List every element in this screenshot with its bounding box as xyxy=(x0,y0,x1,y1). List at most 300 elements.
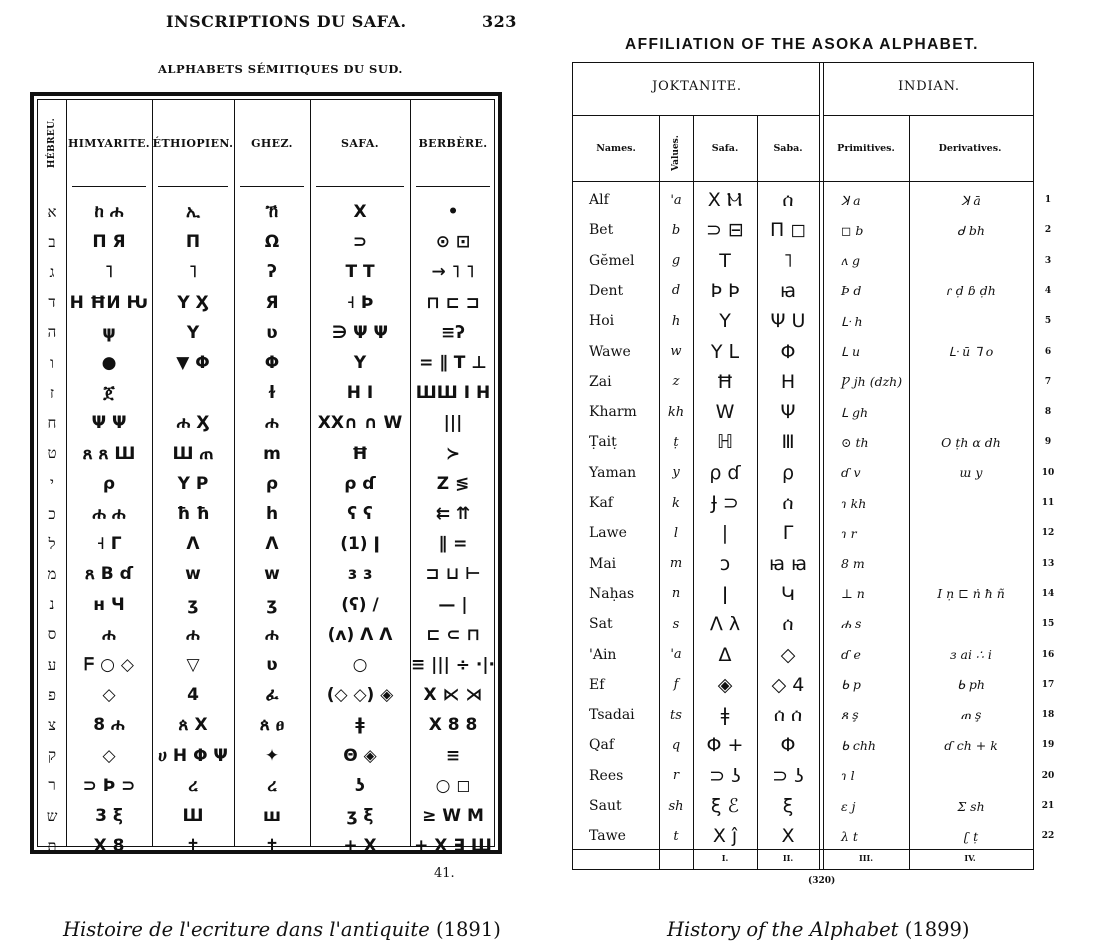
right-cell-name: Kaf xyxy=(589,495,613,511)
right-cell-deriv: ɾ ḍ ɓ ḍh xyxy=(946,283,996,299)
left-cell-hebreu: ש xyxy=(46,806,58,825)
right-cell-name: 'Ain xyxy=(589,646,617,663)
right-cell-prim: ɿ kh xyxy=(841,495,867,511)
left-cell-berbere: X 8 8 xyxy=(428,715,478,736)
left-cell-ghez: ш xyxy=(262,806,282,826)
left-cell-himyarite: П Я xyxy=(92,232,126,253)
right-cell-safa: Y xyxy=(719,310,731,333)
right-cell-num: 10 xyxy=(1041,467,1055,478)
right-cell-saba: ◇ 4 xyxy=(771,673,805,696)
right-cell-prim: ጸ ş xyxy=(841,707,859,723)
left-subtitle: ALPHABETS SÉMITIQUES DU SUD. xyxy=(158,62,403,76)
left-cell-ethiopien: П xyxy=(185,232,201,253)
left-cell-ghez: Я xyxy=(265,292,279,313)
left-page-number: 323 xyxy=(482,12,517,31)
right-cell-deriv: ጠ ş xyxy=(960,707,982,723)
right-cell-value: m xyxy=(669,556,683,572)
right-cell-prim: ᑲ chh xyxy=(841,737,876,753)
right-cell-num: 18 xyxy=(1041,710,1055,721)
right-cell-safa: ℍ xyxy=(716,431,734,454)
right-cell-saba: ◇ xyxy=(780,643,796,666)
right-cell-safa: Þ Þ xyxy=(710,279,740,302)
right-cell-value: r xyxy=(672,768,680,784)
left-cell-himyarite: ρ xyxy=(102,473,116,494)
joktanite-underline xyxy=(573,115,819,116)
left-cell-berbere: ⊏ ⊂ ⊓ xyxy=(426,624,480,645)
right-cell-name: Ef xyxy=(589,676,605,693)
left-caption-title: Histoire de l'ecriture dans l'antiquite xyxy=(63,918,430,941)
right-cell-value: b xyxy=(671,222,681,238)
left-cell-berbere: ||| xyxy=(443,413,463,434)
right-cell-safa: Λ λ xyxy=(709,613,741,636)
right-cell-deriv: ɯ y xyxy=(959,465,983,481)
left-cell-safa: (1) ǀ xyxy=(340,534,380,555)
right-cell-prim: ⊙ th xyxy=(841,434,869,450)
left-col-header-label: HÉBREU. xyxy=(47,117,58,169)
left-cell-ethiopien: Y P xyxy=(177,473,209,494)
left-cell-ethiopien: ሀ H Φ Ψ xyxy=(158,745,228,766)
right-cell-deriv: ʗ ṭ xyxy=(963,828,979,844)
left-cell-ethiopien: ħ ħ xyxy=(176,504,210,524)
left-header-underline xyxy=(72,186,146,187)
right-cell-name: Saut xyxy=(589,798,622,814)
left-cell-berbere: ≥ W M xyxy=(422,806,484,826)
left-cell-ghez: ʋ xyxy=(266,655,278,675)
right-cell-prim: ᒷ h xyxy=(841,313,863,329)
left-cell-safa: ρ ɗ xyxy=(344,473,376,494)
group-divider xyxy=(819,63,820,869)
right-cell-num: 4 xyxy=(1044,285,1052,296)
right-cell-name: Ṭaiṭ xyxy=(589,434,617,451)
right-cell-prim: ⊥ n xyxy=(841,586,865,602)
left-cell-berbere: ⊐ ⊔ ⊢ xyxy=(425,564,481,585)
right-cell-value: 'a xyxy=(670,192,682,208)
right-cell-value: 'a xyxy=(670,647,682,662)
right-cell-saba: ꙗ xyxy=(779,279,796,302)
right-cell-safa: Φ + xyxy=(706,734,744,757)
left-cell-himyarite: ⊃ Þ ⊃ xyxy=(82,775,136,796)
left-cell-ghez: ረ xyxy=(267,775,277,796)
right-cell-name: Hoi xyxy=(589,313,615,330)
right-cell-deriv: ɜ ai ∴ i xyxy=(950,647,992,662)
col-header-underline xyxy=(573,181,1033,182)
left-cell-safa: XX∩ ∩ W xyxy=(317,413,403,434)
left-cell-berbere: • xyxy=(447,202,459,222)
left-cell-hebreu: ר xyxy=(48,776,56,795)
right-cell-prim: Þ d xyxy=(841,283,862,299)
right-cell-safa: X ĵ xyxy=(712,825,738,848)
right-cell-name: Qaf xyxy=(589,737,615,754)
left-cell-himyarite: 8 ሐ xyxy=(93,715,125,736)
left-cell-himyarite: ˥ xyxy=(104,262,114,283)
left-cell-ghez: ጰ ፀ xyxy=(259,715,285,736)
left-cell-ethiopien: ▼ Φ xyxy=(176,353,210,373)
left-cell-safa: (ʌ) Λ Λ xyxy=(327,624,393,645)
left-cell-berbere: ≡ʔ xyxy=(441,322,465,343)
roman-4: IV. xyxy=(964,853,976,863)
right-cell-name: Tawe xyxy=(589,828,626,845)
right-cell-deriv xyxy=(909,609,1033,639)
left-cell-ghez: ʔ xyxy=(267,262,277,283)
right-cell-prim: ε j xyxy=(841,798,856,814)
right-cell-safa: Ɉ ⊃ xyxy=(711,492,739,514)
right-cell-saba: H xyxy=(780,370,796,393)
right-cell-safa: X Ⲙ xyxy=(707,189,743,211)
right-cell-num: 17 xyxy=(1041,679,1055,690)
left-alphabet-table xyxy=(30,92,502,857)
left-cell-hebreu: ת xyxy=(47,836,57,855)
left-cell-himyarite: ᖴ ○ ◇ xyxy=(84,655,134,675)
left-cell-berbere: Z ≶ xyxy=(436,473,470,494)
roman-2: II. xyxy=(782,853,794,863)
right-cell-num: 15 xyxy=(1041,619,1055,630)
left-cell-safa: ˧ Þ xyxy=(346,292,374,313)
left-cell-himyarite: ʜ Ч xyxy=(93,594,125,615)
right-cell-num: 9 xyxy=(1044,437,1052,448)
left-cell-ghez: ሐ xyxy=(265,624,279,645)
right-cell-prim: ᒪ u xyxy=(841,344,860,359)
left-cell-ethiopien xyxy=(152,377,234,409)
right-cell-num: 8 xyxy=(1044,407,1052,418)
left-cell-hebreu: ד xyxy=(48,293,56,312)
right-cell-num: 2 xyxy=(1044,225,1052,236)
right-affiliation-table xyxy=(572,62,1055,870)
left-cell-safa: (ʕ) / xyxy=(341,594,379,615)
right-cell-saba: ξ xyxy=(782,795,794,817)
left-cell-berbere: ⇇ ⇈ xyxy=(435,504,471,524)
left-cell-ethiopien: ጰ X xyxy=(178,715,208,736)
right-cell-value: sh xyxy=(668,798,684,814)
left-cell-safa: ɜ ɜ xyxy=(347,564,373,585)
right-cell-saba: X xyxy=(781,825,795,848)
right-cell-saba: Π ◻ xyxy=(769,219,807,242)
left-cell-ethiopien: 4 xyxy=(187,685,199,706)
right-cell-num: 16 xyxy=(1041,649,1055,660)
right-cell-num: 19 xyxy=(1041,740,1055,751)
left-col-header-safa xyxy=(310,100,410,186)
right-cell-value: z xyxy=(672,374,680,390)
left-cell-safa: + X xyxy=(343,836,377,857)
right-cell-name: Sat xyxy=(589,616,613,633)
left-col-header-label: ÉTHIOPIEN. xyxy=(152,136,234,150)
right-cell-value: t xyxy=(673,828,679,844)
right-cell-num: 1 xyxy=(1044,195,1052,205)
left-cell-himyarite: 3 ξ xyxy=(95,806,123,826)
group-joktanite: JOKTANITE. xyxy=(652,79,742,94)
left-col-header-label: HIMYARITE. xyxy=(67,136,151,150)
right-title: AFFILIATION OF THE ASOKA ALPHABET. xyxy=(625,36,979,53)
left-cell-berbere: ШШ I H xyxy=(415,383,491,404)
left-cell-hebreu: ו xyxy=(50,353,54,372)
col-values: Values. xyxy=(671,135,681,171)
right-cell-saba: ሰ xyxy=(782,492,794,514)
right-cell-saba: ˥ xyxy=(783,249,793,272)
right-cell-prim: ሐ s xyxy=(841,616,862,632)
right-caption-title: History of the Alphabet xyxy=(667,918,899,941)
right-cell-name: Rees xyxy=(589,767,624,784)
left-col-header-ethiopien xyxy=(152,100,234,186)
left-header-underline xyxy=(158,186,228,187)
right-cell-deriv: ᒷ ū ᒣ o xyxy=(948,344,994,359)
left-col-header-berbere xyxy=(410,100,496,186)
right-cell-deriv xyxy=(909,761,1033,791)
left-cell-ghez: ʒ xyxy=(266,594,278,615)
left-cell-hebreu: ג xyxy=(49,262,55,281)
left-cell-safa: ǂ xyxy=(355,715,365,736)
right-cell-deriv xyxy=(909,397,1033,427)
right-cell-num: 13 xyxy=(1041,558,1055,569)
left-cell-berbere: ⊓ ⊏ ⊐ xyxy=(426,292,480,313)
left-cell-safa: ʒ ξ xyxy=(346,806,374,826)
right-cell-saba: Φ xyxy=(780,340,796,363)
right-cell-saba: ꙗ ꙗ xyxy=(768,552,808,575)
right-caption xyxy=(667,918,970,941)
right-cell-safa: Δ xyxy=(718,643,732,666)
right-cell-safa: ⊃ ⊟ xyxy=(706,219,744,242)
right-cell-saba: Γ xyxy=(782,522,794,545)
right-cell-safa: W xyxy=(715,401,735,424)
left-cell-ethiopien: ᴡ xyxy=(185,564,201,585)
right-cell-name: Yaman xyxy=(589,464,637,481)
left-cell-safa: H I xyxy=(346,383,374,404)
right-cell-saba: Ψ U xyxy=(770,310,806,333)
left-cell-himyarite: Ψ Ψ xyxy=(91,413,127,434)
left-cell-himyarite: ● xyxy=(101,353,117,373)
left-cell-hebreu: ק xyxy=(47,746,57,765)
right-cell-num: 14 xyxy=(1041,588,1055,599)
right-cell-safa: Y ᒪ xyxy=(710,340,740,363)
left-cell-hebreu: ח xyxy=(47,413,57,432)
left-cell-hebreu: מ xyxy=(47,564,57,583)
left-cell-hebreu: נ xyxy=(49,595,55,614)
right-cell-num: 3 xyxy=(1044,255,1052,266)
roman-1: I. xyxy=(721,853,729,863)
right-cell-value: kh xyxy=(667,404,685,420)
right-cell-name: Bet xyxy=(589,222,614,239)
left-cell-ghez: Λ xyxy=(265,534,279,555)
right-cell-num: 12 xyxy=(1041,528,1055,539)
right-cell-value: g xyxy=(671,253,681,269)
left-cell-safa: ⊃ xyxy=(352,232,368,253)
left-cell-berbere: = ∥ T ⊥ xyxy=(419,353,487,373)
right-cell-prim: ɿ l xyxy=(841,768,855,784)
left-cell-himyarite: ጸ ጸ Ш xyxy=(82,443,136,464)
left-header-underline xyxy=(316,186,404,187)
right-cell-num: 22 xyxy=(1041,831,1055,842)
right-cell-saba: Կ xyxy=(781,582,795,605)
right-cell-value: h xyxy=(671,313,681,329)
right-cell-name: Wawe xyxy=(589,343,631,360)
left-col-header-hebreu xyxy=(38,100,66,186)
left-cell-ghez: ✝ xyxy=(264,836,280,857)
left-cell-hebreu: כ xyxy=(48,504,56,523)
right-cell-safa: ρ ɗ xyxy=(709,461,741,484)
right-cell-safa: T xyxy=(719,249,731,272)
left-cell-hebreu: א xyxy=(47,202,57,221)
right-cell-deriv xyxy=(909,306,1033,336)
right-caption-year: (1899) xyxy=(898,918,970,941)
left-cell-safa: Ħ xyxy=(351,443,369,464)
left-cell-ethiopien: Y Ӽ xyxy=(177,292,209,313)
right-cell-deriv xyxy=(909,246,1033,276)
right-cell-name: Zai xyxy=(589,373,612,390)
left-cell-hebreu: ל xyxy=(48,534,56,553)
right-cell-safa: | xyxy=(721,522,729,545)
left-cell-ghez: ፈ xyxy=(265,685,279,706)
right-cell-saba: ⊃ ʖ xyxy=(772,764,804,787)
left-cell-ghez: ρ xyxy=(265,473,279,494)
left-caption xyxy=(63,918,501,941)
left-cell-berbere: ≻ xyxy=(445,443,461,464)
left-cell-ethiopien: Λ xyxy=(186,534,200,555)
left-header-underline xyxy=(240,186,304,187)
left-cell-ghez: ʋ xyxy=(266,322,278,343)
right-cell-value: y xyxy=(672,465,680,481)
left-cell-ethiopien: ኢ xyxy=(186,202,200,222)
left-cell-himyarite: H ĦИ Ƕ xyxy=(69,292,149,313)
right-cell-safa: ξ ℰ xyxy=(710,795,740,817)
right-cell-safa: ǀ xyxy=(722,582,728,605)
left-cell-hebreu: פ xyxy=(48,685,56,704)
right-cell-value: q xyxy=(671,737,681,753)
col-safa: Safa. xyxy=(711,143,739,154)
left-cell-ethiopien: Y xyxy=(186,322,200,343)
left-cell-himyarite: X 8 xyxy=(93,836,125,857)
right-cell-deriv: ᑲ ph xyxy=(957,677,985,693)
right-cell-prim: ʌ g xyxy=(841,253,861,269)
left-cell-ethiopien: ሐ Ӽ xyxy=(176,413,210,434)
left-cell-ghez: ɫ xyxy=(267,383,277,404)
right-cell-prim: ᒪ gh xyxy=(841,404,868,420)
indian-underline xyxy=(823,115,1033,116)
right-cell-name: Mai xyxy=(589,555,617,572)
right-cell-name: Lawe xyxy=(589,525,627,542)
right-cell-prim: λ t xyxy=(841,828,858,844)
left-cell-berbere: + X ∃ Ш xyxy=(414,836,492,857)
left-cell-ghez: Φ xyxy=(264,353,280,373)
left-cell-himyarite: ጸ B ɗ xyxy=(84,564,134,585)
left-col-header-label: GHEZ. xyxy=(251,136,293,150)
left-cell-himyarite: ሐ ሐ xyxy=(92,504,126,524)
right-cell-num: 21 xyxy=(1041,801,1055,811)
left-cell-safa: X xyxy=(353,202,367,222)
left-cell-berbere: ∥ = xyxy=(438,534,468,555)
left-cell-hebreu: י xyxy=(50,474,54,493)
left-cell-ghez: Ω xyxy=(264,232,280,253)
right-cell-deriv: O ṭh ɑ dh xyxy=(941,434,1001,450)
left-col-header-label: SAFA. xyxy=(340,136,379,150)
group-divider xyxy=(823,63,824,869)
right-cell-value: n xyxy=(671,586,681,602)
left-cell-ethiopien: Ш xyxy=(182,806,204,826)
roman-3: III. xyxy=(858,853,873,863)
right-cell-value: s xyxy=(672,616,680,632)
right-cell-saba: ሰ xyxy=(782,613,794,636)
left-cell-hebreu: ה xyxy=(47,323,57,342)
right-cell-safa: ⊃ ʖ xyxy=(709,764,741,787)
left-cell-ethiopien: ረ xyxy=(188,775,198,796)
right-cell-prim: ᑲ p xyxy=(841,677,861,693)
left-cell-hebreu: ז xyxy=(49,383,55,402)
right-cell-value: ṭ xyxy=(673,434,679,450)
left-cell-hebreu: ס xyxy=(47,625,57,644)
left-header-title: INSCRIPTIONS DU SAFA. xyxy=(166,12,407,31)
right-cell-num: 5 xyxy=(1044,316,1052,327)
left-cell-ethiopien: ▽ xyxy=(186,655,200,675)
left-table-inner xyxy=(37,99,495,857)
left-col-header-ghez xyxy=(234,100,310,186)
left-cell-ethiopien: ˥ xyxy=(188,262,198,283)
right-cell-name: Kharm xyxy=(589,404,637,421)
left-col-header-himyarite xyxy=(66,100,152,186)
group-indian: INDIAN. xyxy=(898,79,960,94)
left-cell-berbere: ≡ ||| ÷ ·|· xyxy=(411,655,495,675)
right-cell-deriv xyxy=(909,518,1033,548)
left-cell-hebreu: ב xyxy=(48,232,56,251)
left-cell-ethiopien: ʒ xyxy=(187,594,199,615)
right-cell-saba: ሰ xyxy=(782,189,794,211)
left-cell-ghez: ᴡ xyxy=(264,564,280,585)
right-cell-value: l xyxy=(673,525,679,541)
left-cell-himyarite: ◇ xyxy=(102,745,116,766)
col-derivatives: Derivatives. xyxy=(938,143,1002,154)
left-header-underline xyxy=(416,186,490,187)
right-cell-saba: Ψ xyxy=(780,401,796,424)
left-cell-berbere: → ˥ ˥ xyxy=(431,262,475,283)
left-cell-safa: ○ xyxy=(352,655,368,675)
right-cell-prim: ◻ b xyxy=(841,222,864,238)
right-cell-name: Naḥas xyxy=(589,585,635,602)
right-cell-saba: Φ xyxy=(780,734,796,757)
right-cell-value: w xyxy=(670,344,682,359)
left-cell-hebreu: צ xyxy=(48,715,56,734)
right-cell-deriv xyxy=(909,367,1033,397)
left-cell-hebreu: ט xyxy=(47,444,57,463)
right-cell-safa: ǂ xyxy=(720,704,730,727)
right-cell-prim: Ƿ jh (dzh) xyxy=(841,374,903,390)
right-cell-prim: ɗ e xyxy=(841,647,861,662)
left-cell-safa: Y xyxy=(353,353,367,373)
left-cell-himyarite: ◇ xyxy=(102,685,116,706)
right-cell-deriv xyxy=(909,549,1033,579)
right-cell-num: 6 xyxy=(1044,346,1052,357)
left-cell-berbere: X ⋉ ⋊ xyxy=(423,685,483,706)
right-cell-deriv: ᑯ bh xyxy=(957,222,985,238)
right-cell-deriv: Σ sh xyxy=(957,798,985,814)
right-cell-name: Gĕmel xyxy=(589,252,635,269)
left-cell-safa: T T xyxy=(345,262,375,283)
left-cell-ghez: ሐ xyxy=(265,413,279,434)
right-cell-value: d xyxy=(671,283,681,299)
left-cell-ghez: ✦ xyxy=(264,745,280,766)
left-cell-berbere: ○ ◻ xyxy=(435,775,471,796)
left-cell-berbere: — | xyxy=(438,594,468,615)
col-saba: Saba. xyxy=(773,143,803,154)
left-caption-year: (1891) xyxy=(429,918,501,941)
right-cell-saba: ρ xyxy=(781,461,795,484)
right-cell-deriv: I ṇ ⊏ ṅ ħ ñ xyxy=(937,586,1005,602)
col-primitives: Primitives. xyxy=(837,143,895,154)
left-cell-berbere: ≡ xyxy=(445,745,461,766)
right-cell-safa: ↄ xyxy=(719,552,731,575)
right-cell-value: f xyxy=(673,677,679,693)
right-cell-deriv: ꓘ ā xyxy=(961,192,981,208)
left-cell-berbere: ⊙ ⊡ xyxy=(435,232,471,253)
left-cell-himyarite: ሐ xyxy=(102,624,116,645)
right-cell-prim: 8 m xyxy=(841,556,865,572)
left-cell-safa: ʖ xyxy=(355,775,365,796)
left-cell-safa: ∋ Ψ Ψ xyxy=(332,322,388,343)
